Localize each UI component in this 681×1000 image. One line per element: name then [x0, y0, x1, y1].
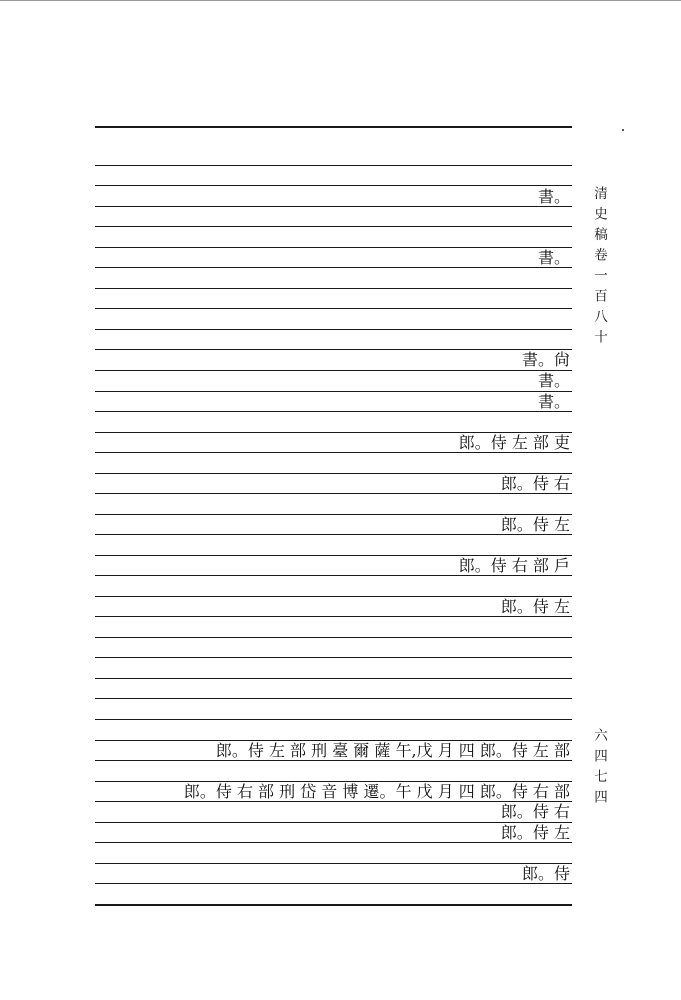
table-rule — [95, 165, 572, 166]
table-rule — [95, 329, 572, 330]
margin-dot — [622, 129, 624, 131]
table-cell: 郎。侍 左 — [500, 823, 570, 842]
table-rule — [95, 883, 572, 884]
table-rule — [95, 349, 572, 350]
table-rule — [95, 206, 572, 207]
table-cell: 郎。侍 右 — [500, 474, 570, 493]
table-rule — [95, 391, 572, 392]
table-cell: 郎。侍 左 — [500, 597, 570, 616]
table-cell: 郎。侍 右 — [500, 802, 570, 821]
running-title: 清史稿卷一百八十 — [591, 186, 607, 350]
table-rule — [95, 308, 572, 309]
table-cell: 郎。侍 左 — [500, 515, 570, 534]
table-cell: 郎。侍 右 部 戶 — [458, 556, 570, 575]
table-rule — [95, 904, 572, 906]
table-rule — [95, 185, 572, 186]
table-rule — [95, 226, 572, 227]
table-rule — [95, 267, 572, 268]
table-rule — [95, 288, 572, 289]
table-rule — [95, 719, 572, 720]
table-rule — [95, 411, 572, 412]
table-cell: 書。 — [537, 248, 570, 267]
page-number: 六四七四 — [591, 728, 607, 810]
table-cell: 郎。侍 右 部 刑 岱 音 博 遷。午 戊 月 四 郎。侍 右 部 — [183, 782, 570, 801]
table-rule — [95, 698, 572, 699]
table-cell: 書。 — [537, 187, 570, 206]
scan-top-edge — [0, 0, 681, 1]
table-cell: 郎。侍 左 部 吏 — [458, 433, 570, 452]
table-rule — [95, 370, 572, 371]
table-cell: 書。 — [537, 392, 570, 411]
table-rule — [95, 678, 572, 679]
table-cell: 書。尙 — [521, 350, 570, 369]
table-cell: 書。 — [537, 371, 570, 390]
table-rule — [95, 637, 572, 638]
table-rule — [95, 126, 572, 128]
table-rule — [95, 657, 572, 658]
table-cell: 郎。侍 — [521, 864, 570, 883]
table-rule — [95, 247, 572, 248]
table-cell: 郎。侍 左 部 刑 臺 爾 薩 午,戊 月 四 郎。侍 左 部 — [215, 741, 570, 760]
table-rule — [95, 863, 572, 864]
